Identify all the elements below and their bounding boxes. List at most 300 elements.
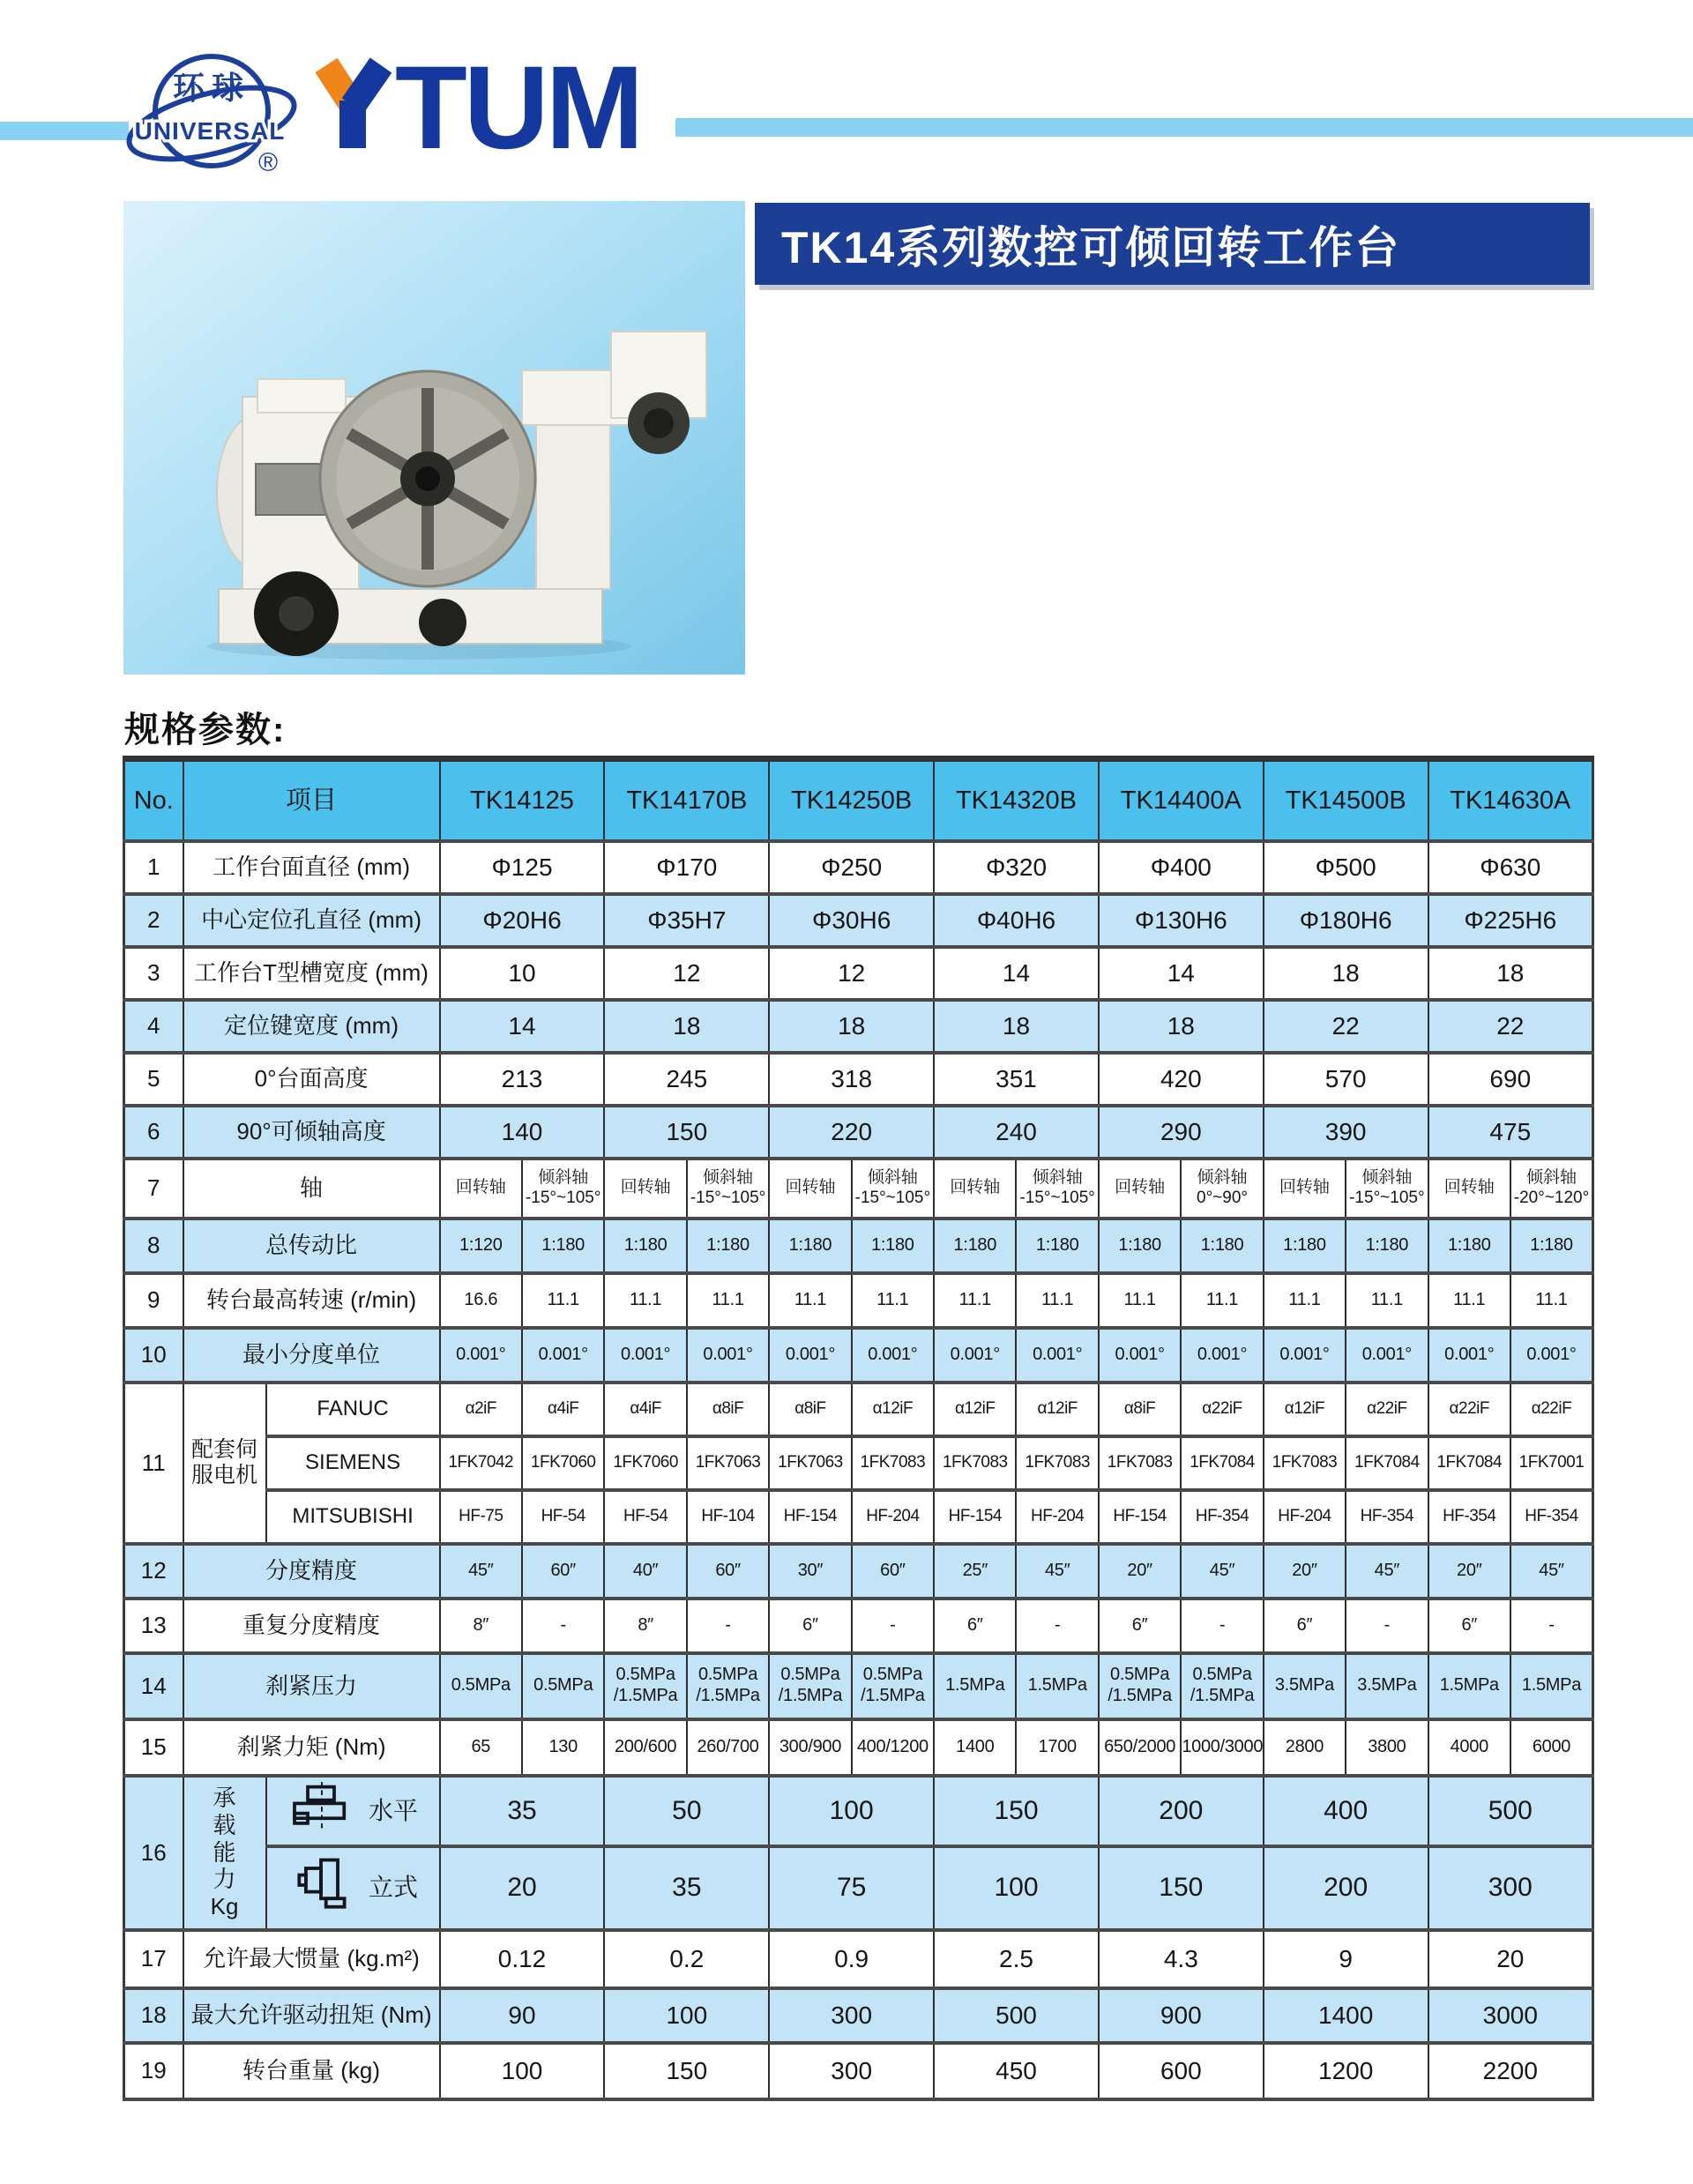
spec-value: 4.3 (1099, 1930, 1264, 1988)
spec-value: Φ400 (1099, 841, 1264, 894)
spec-value: Φ130H6 (1099, 894, 1264, 947)
spec-value: 0.9 (769, 1930, 934, 1988)
spec-value: 351 (934, 1053, 1099, 1106)
spec-value: Φ225H6 (1428, 894, 1593, 947)
spec-value: 1.5MPa (1016, 1653, 1098, 1719)
load-orientation-label: 立式 (369, 1874, 419, 1902)
spec-value: 倾斜轴 -15°~105° (522, 1159, 604, 1219)
spec-value: 40″ (604, 1544, 686, 1599)
row-label: 刹紧压力 (183, 1653, 440, 1719)
spec-value: 650/2000 (1099, 1719, 1181, 1776)
spec-value: α22iF (1181, 1383, 1263, 1436)
spec-value: 300 (1428, 1846, 1593, 1930)
spec-value: 1:180 (1510, 1219, 1593, 1273)
row-number: 15 (124, 1719, 183, 1776)
spec-value: HF-154 (934, 1490, 1016, 1544)
spec-value: 400 (1264, 1776, 1428, 1846)
spec-value: 倾斜轴 -15°~105° (1346, 1159, 1428, 1219)
spec-value: 200 (1099, 1776, 1264, 1846)
spec-value: 213 (440, 1053, 605, 1106)
spec-value: 260/700 (687, 1719, 769, 1776)
table-row (124, 1219, 1593, 1273)
spec-value: HF-354 (1181, 1490, 1263, 1544)
motor-brand-label: SIEMENS (266, 1436, 440, 1490)
spec-value: 1200 (1264, 2043, 1428, 2099)
spec-value: 12 (769, 947, 934, 1000)
spec-value: 22 (1428, 1000, 1593, 1053)
spec-value: 回转轴 (1264, 1159, 1346, 1219)
spec-value: 8″ (604, 1599, 686, 1653)
row-number: 10 (124, 1328, 183, 1383)
row-number: 2 (124, 894, 183, 947)
spec-value: HF-204 (852, 1490, 934, 1544)
horizontal-load-icon (287, 1782, 354, 1840)
table-row (124, 1273, 1593, 1328)
spec-value: 22 (1264, 1000, 1428, 1053)
row-label: 转台最高转速 (r/min) (183, 1273, 440, 1328)
spec-value: 1.5MPa (1428, 1653, 1510, 1719)
spec-value: 0.5MPa /1.5MPa (1099, 1653, 1181, 1719)
spec-value: 1FK7084 (1428, 1436, 1510, 1490)
row-label: 配套伺 服电机 (183, 1383, 266, 1544)
spec-section-label: 规格参数: (124, 711, 287, 749)
table-row (124, 1106, 1593, 1159)
spec-value: α8iF (687, 1383, 769, 1436)
load-orientation-label: 水平 (369, 1796, 419, 1824)
spec-value: 1FK7083 (934, 1436, 1016, 1490)
spec-value: 420 (1099, 1053, 1264, 1106)
spec-value: 20 (440, 1846, 605, 1930)
spec-value: 25″ (934, 1544, 1016, 1599)
spec-value: - (1181, 1599, 1263, 1653)
spec-value: 回转轴 (1099, 1159, 1181, 1219)
spec-value: 35 (604, 1846, 769, 1930)
header-model-cell: TK14500B (1264, 759, 1428, 841)
spec-value: 90 (440, 1988, 605, 2043)
row-number: 1 (124, 841, 183, 894)
spec-value: 0.2 (604, 1930, 769, 1988)
product-photo (123, 201, 745, 675)
spec-value: 18 (934, 1000, 1099, 1053)
spec-value: HF-54 (522, 1490, 604, 1544)
spec-value: 1FK7083 (852, 1436, 934, 1490)
spec-value: 45″ (1016, 1544, 1098, 1599)
spec-value: 6″ (1099, 1599, 1181, 1653)
spec-value: 回转轴 (440, 1159, 522, 1219)
spec-value: 倾斜轴 -20°~120° (1510, 1159, 1593, 1219)
spec-value: 0.001° (522, 1328, 604, 1383)
table-row (124, 1599, 1593, 1653)
row-label: 最小分度单位 (183, 1328, 440, 1383)
row-number: 12 (124, 1544, 183, 1599)
spec-value: α8iF (1099, 1383, 1181, 1436)
spec-value: 14 (1099, 947, 1264, 1000)
spec-value: 14 (934, 947, 1099, 1000)
row-number: 18 (124, 1988, 183, 2043)
row-label: 轴 (183, 1159, 440, 1219)
spec-value: 570 (1264, 1053, 1428, 1106)
spec-value: 600 (1099, 2043, 1264, 2099)
spec-value: 0.001° (1510, 1328, 1593, 1383)
spec-value: 150 (1099, 1846, 1264, 1930)
spec-value: 300 (769, 1988, 934, 2043)
header-model-cell: TK14320B (934, 759, 1099, 841)
spec-value: 1400 (1264, 1988, 1428, 2043)
spec-value: 10 (440, 947, 605, 1000)
spec-value: 18 (1264, 947, 1428, 1000)
table-row (124, 1988, 1593, 2043)
spec-value: α12iF (934, 1383, 1016, 1436)
spec-value: 1FK7083 (1016, 1436, 1098, 1490)
spec-value: 45″ (1181, 1544, 1263, 1599)
spec-value: 1FK7060 (604, 1436, 686, 1490)
spec-value: 130 (522, 1719, 604, 1776)
accent-bar-right (675, 118, 1693, 137)
header-model-cell: TK14170B (604, 759, 769, 841)
row-number: 6 (124, 1106, 183, 1159)
spec-value: 回转轴 (769, 1159, 851, 1219)
table-row (124, 894, 1593, 947)
spec-value: 475 (1428, 1106, 1593, 1159)
row-label: 工作台T型槽宽度 (mm) (183, 947, 440, 1000)
registered-mark: ® (257, 148, 279, 177)
table-row (124, 1436, 1593, 1490)
spec-table (123, 756, 1594, 2101)
spec-value: 0.001° (1181, 1328, 1263, 1383)
spec-value: α12iF (1016, 1383, 1098, 1436)
row-number: 8 (124, 1219, 183, 1273)
header-model-cell: TK14125 (440, 759, 605, 841)
spec-value: 300/900 (769, 1719, 851, 1776)
spec-value: HF-354 (1428, 1490, 1510, 1544)
spec-value: 11.1 (522, 1273, 604, 1328)
spec-value: 0.5MPa /1.5MPa (769, 1653, 851, 1719)
spec-value: 100 (934, 1846, 1099, 1930)
spec-value: 6″ (1428, 1599, 1510, 1653)
row-number: 17 (124, 1930, 183, 1988)
spec-value: - (1510, 1599, 1593, 1653)
row-number: 13 (124, 1599, 183, 1653)
spec-value: 150 (934, 1776, 1099, 1846)
spec-value: Φ500 (1264, 841, 1428, 894)
table-row (124, 841, 1593, 894)
load-orientation-cell (266, 1846, 440, 1930)
spec-value: 0.5MPa /1.5MPa (852, 1653, 934, 1719)
row-number: 5 (124, 1053, 183, 1106)
spec-value: 100 (769, 1776, 934, 1846)
spec-value: 12 (604, 947, 769, 1000)
spec-value: 0.5MPa /1.5MPa (604, 1653, 686, 1719)
row-label: 分度精度 (183, 1544, 440, 1599)
spec-value: 1:180 (934, 1219, 1016, 1273)
table-row (124, 1930, 1593, 1988)
spec-value: α22iF (1346, 1383, 1428, 1436)
spec-value: 3.5MPa (1264, 1653, 1346, 1719)
spec-value: 20″ (1428, 1544, 1510, 1599)
spec-value: 45″ (1510, 1544, 1593, 1599)
spec-value: 1000/3000 (1181, 1719, 1263, 1776)
spec-value: α22iF (1428, 1383, 1510, 1436)
header-item-cell: 项目 (183, 759, 440, 841)
table-row (124, 1719, 1593, 1776)
spec-value: 100 (604, 1988, 769, 2043)
spec-value: 65 (440, 1719, 522, 1776)
spec-value: 16.6 (440, 1273, 522, 1328)
spec-value: 0.001° (440, 1328, 522, 1383)
spec-value: 1FK7042 (440, 1436, 522, 1490)
spec-value: 0.5MPa /1.5MPa (1181, 1653, 1263, 1719)
spec-value: HF-75 (440, 1490, 522, 1544)
spec-value: 倾斜轴 -15°~105° (687, 1159, 769, 1219)
spec-value: 1:180 (852, 1219, 934, 1273)
spec-value: 500 (934, 1988, 1099, 2043)
spec-value: 1:180 (769, 1219, 851, 1273)
spec-value: HF-204 (1016, 1490, 1098, 1544)
spec-value: 2.5 (934, 1930, 1099, 1988)
spec-value: Φ20H6 (440, 894, 605, 947)
row-label: 承 载 能 力 Kg (183, 1776, 266, 1930)
spec-value: 1:180 (1264, 1219, 1346, 1273)
spec-value: 1:120 (440, 1219, 522, 1273)
spec-value: 1FK7063 (687, 1436, 769, 1490)
spec-value: - (1016, 1599, 1098, 1653)
spec-value: HF-204 (1264, 1490, 1346, 1544)
spec-value: 140 (440, 1106, 605, 1159)
header-model-cell: TK14630A (1428, 759, 1593, 841)
spec-value: 1:180 (1099, 1219, 1181, 1273)
header-no-cell: No. (124, 759, 183, 841)
spec-value: 20″ (1264, 1544, 1346, 1599)
spec-value: 11.1 (852, 1273, 934, 1328)
table-row (124, 1846, 1593, 1930)
spec-value: 11.1 (604, 1273, 686, 1328)
globe-icon (125, 42, 302, 190)
spec-value: Φ320 (934, 841, 1099, 894)
spec-value: 倾斜轴 -15°~105° (852, 1159, 934, 1219)
spec-value: 20″ (1099, 1544, 1181, 1599)
row-label: 重复分度精度 (183, 1599, 440, 1653)
spec-value: 0.001° (1428, 1328, 1510, 1383)
spec-value: 6″ (1264, 1599, 1346, 1653)
spec-value: α12iF (852, 1383, 934, 1436)
spec-value: 0.001° (604, 1328, 686, 1383)
spec-value: 30″ (769, 1544, 851, 1599)
spec-value: 0.001° (769, 1328, 851, 1383)
spec-value: 11.1 (1428, 1273, 1510, 1328)
spec-value: 1FK7084 (1181, 1436, 1263, 1490)
spec-value: 240 (934, 1106, 1099, 1159)
spec-value: 9 (1264, 1930, 1428, 1988)
row-label: 90°可倾轴高度 (183, 1106, 440, 1159)
spec-value: 11.1 (1016, 1273, 1098, 1328)
table-header-row (124, 759, 1593, 841)
spec-value: 75 (769, 1846, 934, 1930)
spec-value: 1:180 (1346, 1219, 1428, 1273)
logo-cn-text: 环球 (172, 70, 251, 106)
spec-value: - (1346, 1599, 1428, 1653)
spec-value: 245 (604, 1053, 769, 1106)
spec-value: HF-354 (1346, 1490, 1428, 1544)
spec-value: 500 (1428, 1776, 1593, 1846)
spec-value: 3.5MPa (1346, 1653, 1428, 1719)
spec-value: - (522, 1599, 604, 1653)
row-label: 0°台面高度 (183, 1053, 440, 1106)
spec-value: 11.1 (1510, 1273, 1593, 1328)
table-row (124, 1383, 1593, 1436)
spec-value: 900 (1099, 1988, 1264, 2043)
spec-value: 2800 (1264, 1719, 1346, 1776)
spec-value: 1.5MPa (934, 1653, 1016, 1719)
row-number: 7 (124, 1159, 183, 1219)
row-number: 14 (124, 1653, 183, 1719)
universal-globe-logo (125, 42, 302, 190)
spec-value: 3800 (1346, 1719, 1428, 1776)
spec-value: 1700 (1016, 1719, 1098, 1776)
spec-value: 11.1 (1346, 1273, 1428, 1328)
spec-value: 220 (769, 1106, 934, 1159)
table-row (124, 1490, 1593, 1544)
row-number: 3 (124, 947, 183, 1000)
spec-value: 0.001° (1346, 1328, 1428, 1383)
spec-value: 11.1 (687, 1273, 769, 1328)
spec-value: 3000 (1428, 1988, 1593, 2043)
spec-value: 18 (1099, 1000, 1264, 1053)
spec-value: 11.1 (1099, 1273, 1181, 1328)
spec-value: 35 (440, 1776, 605, 1846)
spec-value: 150 (604, 1106, 769, 1159)
table-row (124, 1000, 1593, 1053)
spec-value: 1FK7083 (1264, 1436, 1346, 1490)
row-label: 定位键宽度 (mm) (183, 1000, 440, 1053)
spec-value: 倾斜轴 -15°~105° (1016, 1159, 1098, 1219)
spec-value: HF-104 (687, 1490, 769, 1544)
table-row (124, 2043, 1593, 2099)
table-row (124, 1776, 1593, 1846)
spec-value: 4000 (1428, 1719, 1510, 1776)
spec-value: 11.1 (1264, 1273, 1346, 1328)
accent-bar-left (0, 122, 129, 140)
spec-value: Φ30H6 (769, 894, 934, 947)
spec-value: Φ125 (440, 841, 605, 894)
spec-value: 45″ (1346, 1544, 1428, 1599)
spec-value: Φ180H6 (1264, 894, 1428, 947)
spec-value: 1:180 (687, 1219, 769, 1273)
table-row (124, 1328, 1593, 1383)
spec-value: HF-154 (769, 1490, 851, 1544)
spec-value: 1FK7084 (1346, 1436, 1428, 1490)
spec-value: 390 (1264, 1106, 1428, 1159)
spec-value: 1FK7083 (1099, 1436, 1181, 1490)
row-label: 允许最大惯量 (kg.m²) (183, 1930, 440, 1988)
header-model-cell: TK14400A (1099, 759, 1264, 841)
spec-value: α22iF (1510, 1383, 1593, 1436)
spec-value: 300 (769, 2043, 934, 2099)
spec-value: 1FK7063 (769, 1436, 851, 1490)
spec-value: 690 (1428, 1053, 1593, 1106)
spec-value: 0.001° (1016, 1328, 1098, 1383)
spec-value: 1FK7060 (522, 1436, 604, 1490)
spec-value: α4iF (522, 1383, 604, 1436)
spec-value: 0.12 (440, 1930, 605, 1988)
spec-value: 1:180 (1181, 1219, 1263, 1273)
rotary-table-illustration (123, 201, 745, 675)
table-row (124, 1544, 1593, 1599)
spec-value: 400/1200 (852, 1719, 934, 1776)
spec-value: 200/600 (604, 1719, 686, 1776)
title-banner (755, 203, 1590, 285)
spec-value: 0.001° (1099, 1328, 1181, 1383)
spec-value: 2200 (1428, 2043, 1593, 2099)
spec-value: 回转轴 (604, 1159, 686, 1219)
spec-value: Φ35H7 (604, 894, 769, 947)
row-label: 中心定位孔直径 (mm) (183, 894, 440, 947)
spec-value: HF-354 (1510, 1490, 1593, 1544)
spec-value: - (852, 1599, 934, 1653)
spec-value: 0.001° (687, 1328, 769, 1383)
row-number: 4 (124, 1000, 183, 1053)
spec-value: 20 (1428, 1930, 1593, 1988)
header-model-cell: TK14250B (769, 759, 934, 841)
row-number: 16 (124, 1776, 183, 1930)
spec-value: 6000 (1510, 1719, 1593, 1776)
spec-value: 290 (1099, 1106, 1264, 1159)
logo-en-text: UNIVERSAL (134, 117, 286, 145)
spec-value: - (687, 1599, 769, 1653)
spec-value: Φ250 (769, 841, 934, 894)
spec-value: 100 (440, 2043, 605, 2099)
spec-value: 450 (934, 2043, 1099, 2099)
spec-value: 0.5MPa (440, 1653, 522, 1719)
row-label: 最大允许驱动扭矩 (Nm) (183, 1988, 440, 2043)
spec-value: HF-54 (604, 1490, 686, 1544)
motor-brand-label: MITSUBISHI (266, 1490, 440, 1544)
spec-value: 6″ (934, 1599, 1016, 1653)
spec-value: 1:180 (604, 1219, 686, 1273)
spec-value: 0.001° (852, 1328, 934, 1383)
spec-value: 回转轴 (1428, 1159, 1510, 1219)
spec-value: 60″ (687, 1544, 769, 1599)
spec-value: Φ40H6 (934, 894, 1099, 947)
spec-value: 0.5MPa /1.5MPa (687, 1653, 769, 1719)
spec-value: 倾斜轴 0°~90° (1181, 1159, 1263, 1219)
wordmark-tail-text: TUM (395, 55, 641, 160)
spec-value: 6″ (769, 1599, 851, 1653)
spec-value: 0.001° (1264, 1328, 1346, 1383)
row-label: 刹紧力矩 (Nm) (183, 1719, 440, 1776)
spec-value: 回转轴 (934, 1159, 1016, 1219)
ytum-wordmark (310, 55, 663, 160)
spec-value: 0.001° (934, 1328, 1016, 1383)
row-number: 9 (124, 1273, 183, 1328)
spec-value: 50 (604, 1776, 769, 1846)
spec-value: Φ170 (604, 841, 769, 894)
spec-value: 14 (440, 1000, 605, 1053)
spec-value: 11.1 (1181, 1273, 1263, 1328)
spec-value: α4iF (604, 1383, 686, 1436)
page-title: TK14系列数控可倾回转工作台 (781, 222, 1401, 272)
load-orientation-cell (266, 1776, 440, 1846)
table-row (124, 1653, 1593, 1719)
ytum-logo-icon (310, 55, 663, 160)
spec-value: α12iF (1264, 1383, 1346, 1436)
vertical-load-icon (287, 1856, 354, 1919)
spec-value: 18 (1428, 947, 1593, 1000)
table-row (124, 1159, 1593, 1219)
spec-value: 1400 (934, 1719, 1016, 1776)
spec-value: 150 (604, 2043, 769, 2099)
spec-value: 200 (1264, 1846, 1428, 1930)
row-label: 转台重量 (kg) (183, 2043, 440, 2099)
